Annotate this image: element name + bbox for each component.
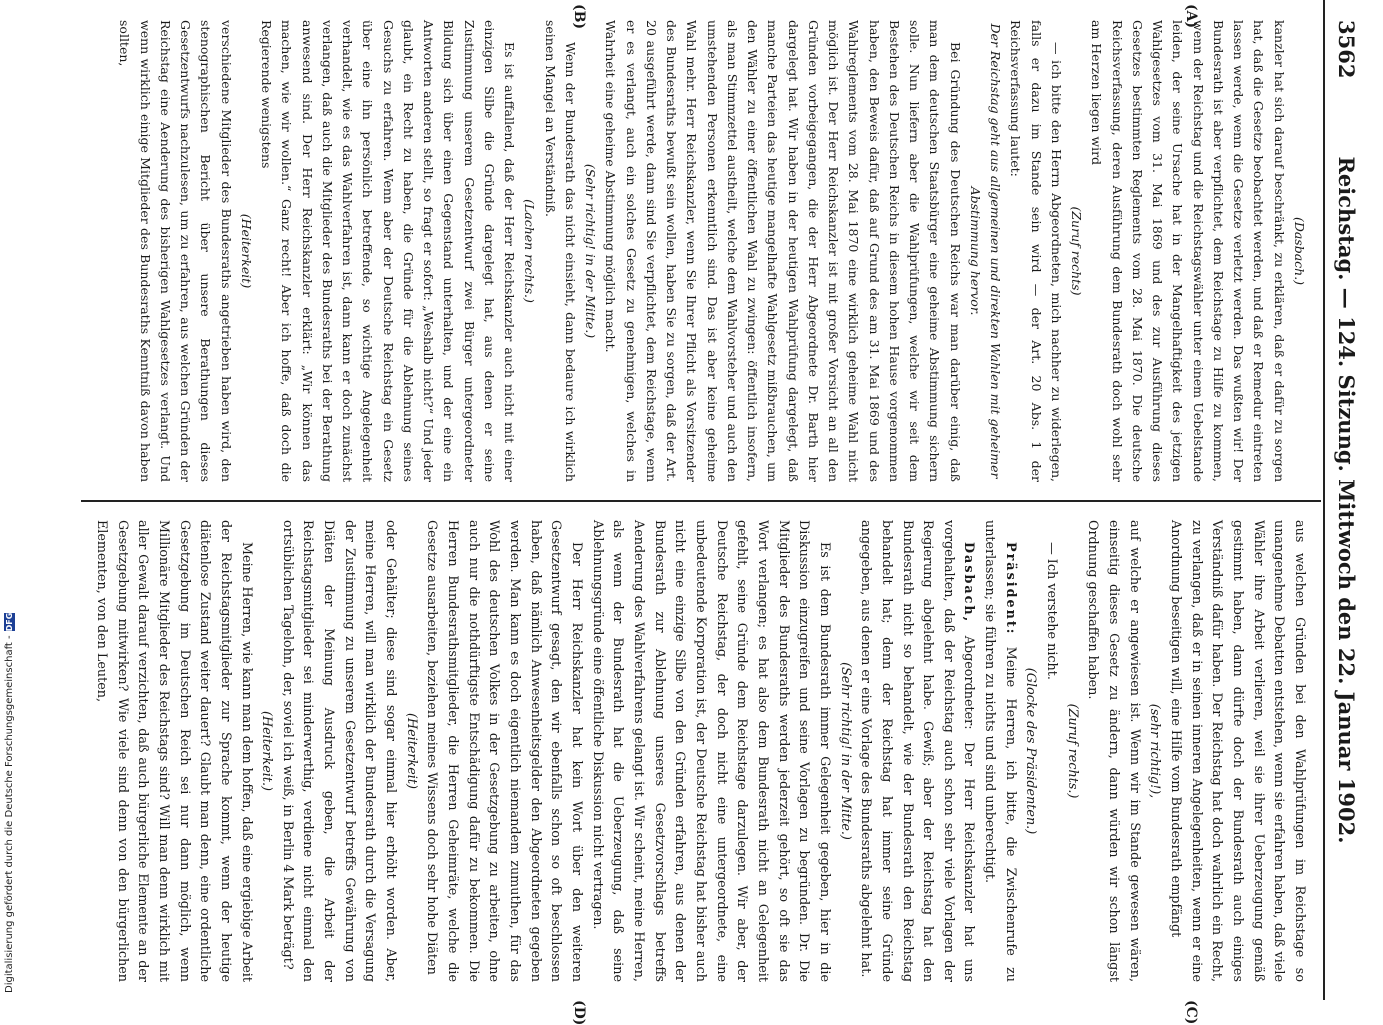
right-column xyxy=(90,520,1309,1025)
paragraph: Meine Herren, wie kann man dem hoffen, daß eine ergiebige Arbeit der Reichstagsmitglieder zur Sprache kommt, wenn der heutige diätenlose Zustand weiter dauert? Glaubt man denn, eine ordentliche Gesetzgebung im Deutschen Reich sei nur dann möglich, wenn Millionäre Mitglieder des Reichstags sind? Will man denn wirklich mit aller Gewalt darauf verzichten, daß auch bürgerliche Elemente an der Gesetzgebung mitwirken? Wie viele sind denn von den bürgerlichen Elementen, von den Leuten, xyxy=(93,520,254,982)
page-title: Reichstag. — 124. Sitzung. Mittwoch den 22. Januar 1902. xyxy=(1334,156,1359,844)
paragraph: auf welche er angewiesen ist. Wenn wir im Stande gewesen wären, einseitig dieses Gesetz zu ändern, dann würden wir schon längst Ordnung geschaffen haben. xyxy=(1085,520,1142,982)
paragraph: Bei Gründung des Deutschen Reichs war man darüber einig, daß man dem deutschen Staatsbürger eine geheime Abstimmung sichern solle. Nun liefern aber die Wahlprüfungen, welche wir seit dem Bestehen des Deutschen Reichs in diesem hohen Hause vorgenommen haben, den Beweis dafür, daß auf Grund des am 31. Mai 1869 und des Wahlreglements vom 28. Mai 1870 eine wirklich geheime Wahl nicht möglich ist. Der Herr Reichskanzler ist mit großer Vorsicht an all den Gründen vorbeigegangen, die der Herr Abgeordnete Dr. Barth hier dargelegt hat. Wir haben in der heutigen Wahlprüfung dargelegt, daß manche Parteien das heutige mangelhafte Wahlgesetz mißbrauchen, um den Wähler zu einer öffentlichen Wahl zu zwingen: öffentlich insofern, als man Stimmzettel austheilt, welche dem Wahlvorsteher und auch den umstehenden Personen erkenntlich sind. Das ist aber keine geheime Wahl mehr. Herr Reichskanzler, wenn Sie Ihrer Pflicht als Vorsitzender des Bundesraths bewußt sein wollen, haben Sie zu sorgen, daß der Art. 20 ausgeführt werde, dann sind Sie verpflichtet, dem Reichstage, wenn er es verlangt, auch ein solches Gesetz zu genehmigen, welches in Wahrheit eine geheime Abstimmung möglich macht. xyxy=(603,20,963,482)
margin-marker-b: (B) xyxy=(571,4,587,30)
paragraph: Es ist auffallend, daß der Herr Reichskanzler auch nicht mit einer einzigen Silbe die Gründe dargelegt hat, aus denen er seine Zustimmung unserem Gesetzentwurf zwei Bürger untergeordneter Bildung sich über einen Gegenstand unterhalten, und der eine ein Antworten anderen stellt, so fragt er sofort: „Weshalb nicht?“ Und jeder glaubt, ein Recht zu haben, die Gründe für die Ablehnung seines Gesuchs zu erfahren. Wenn aber der Deutsche Reichstag ein Gesetz über eine ihn persönlich betreffende, so wichtige Angelegenheit verhandelt, wie es das Wahlverfahren ist, dann kann er doch zunächst verlangen, daß auch die Mitglieder des Bundesraths bei der Berathung anwesend sind. Der Herr Reichskanzler erklärt: „Wir können das machen, wie wir wollen.“ Ganz recht! Aber ich hoffe, daß doch die Regierende wenigstens xyxy=(259,20,518,482)
interjection: (sehr richtig!), xyxy=(1147,703,1163,799)
quotation: Der Reichstag geht aus allgemeinen und direkten Wahlen mit geheimer Abstimmung hervor. xyxy=(968,23,1004,479)
interjection: (Lachen rechts.) xyxy=(522,199,538,303)
column-divider xyxy=(81,500,1321,502)
dfg-logo: DFG xyxy=(4,612,14,632)
margin-marker-a: (A) xyxy=(1183,4,1199,29)
paragraph: — Ich verstehe nicht. xyxy=(1044,542,1060,680)
interjection: (Heiterkeit) xyxy=(403,713,419,789)
page-header xyxy=(1323,0,1383,1000)
paragraph: verschiedene Mitglieder des Bundesraths angetrieben haben wird, den stenographischen Bericht über unsere Berathungen dieses Gesetzentwurfs nachzulesen, um zu erfahren, aus welchen Gründen der Reichstag eine Aenderung des bisherigen Wahlgesetzes verlangt. Und wenn wirklich einige Mitglieder des Bundesraths Kenntniß davon haben sollten, xyxy=(117,20,234,482)
credit-text: Digitalisierung gefördert durch die Deutsche Forschungsgemeinschaft - xyxy=(3,635,15,993)
speaker-name: Präsident: xyxy=(1002,542,1018,636)
interjection: (Sehr richtig! in der Mitte.) xyxy=(837,662,853,840)
speech-text: Meine Herren, ich bitte, die Zwischenrufe zu unterlassen; sie führen zu nichts und sind unberechtigt. xyxy=(982,520,1018,983)
interjection: (Zuruf rechts) xyxy=(1069,206,1085,296)
interjection: (Heiterkeit) xyxy=(239,213,254,289)
paragraph: kanzler hat sich darauf beschränkt, zu erklären, daß er dafür zu sorgen hat, daß die Gesetze beobachtet werden, und daß er Remedur eintreten lassen werde, wenn die Gesetze verletzt werden. Das wußten wir! Der Bundesrath ist aber verpflichtet, dem Reichstage zu Hilfe zu kommen, wenn der Reichstag und die Reichstagswähler unter einem Uebelstande leiden, der seine Ursache hat in der Mangelhaftigkeit des jetzigen Wahlgesetzes vom 31. Mai 1869 und des zur Ausführung dieses Gesetzes bestimmten Reglements vom 28. Mai 1870. Die deutsche Reichsverfassung, deren Ausführung dem Bundesrath doch wohl sehr am Herzen liegen wird xyxy=(1089,20,1287,482)
paragraph xyxy=(979,520,1020,982)
paragraph: Der Herr Reichskanzler hat kein Wort über den weiteren Gesetzentwurf gesagt, den wir ebenfalls schon so oft beschlossen haben, daß nämlich Anwesenheitsgelder den Abgeordneten gegeben werden. Man kann es doch eigentlich niemandem zumuthen, für das Wohl des deutschen Volkes in der Gesetzgebung zu arbeiten, ohne auch nur die nothdürftigste Entschädigung dafür zu bekommen. Die Herren Bundesrathsmitglieder, die Herren Geheimräte, welche die Gesetze ausarbeiten, beziehen meines Wissens doch sehr hohe Diäten xyxy=(424,520,585,982)
page-number: 3562 xyxy=(1334,20,1359,79)
paragraph: Es ist dem Bundesrath immer Gelegenheit gegeben, hier in die Diskussion einzugreifen und seine Vorlagen zu begründen. Dr. Die Mitglieder des Bundesraths werden jederzeit gehört, so oft sie das Wort verlangen; es hat also dem Bundesrath nicht an Gelegenheit gefehlt, seine Gründe dem Reichstage darzulegen. Wir aber, der Deutsche Reichstag, der doch nicht eine untergeordnete, eine unbedeutende Korporation ist, der Deutsche Reichstag hat bisher auch nicht eine einzige Silbe von den Gründen erfahren, aus denen der Bundesrath zur Ablehnung unseres Gesetzvorschlags betreffs Aenderung des Wahlverfahrens gelangt ist. Wir scheint, meine Herren, als wenn der Bundesrath hat die Ueberzeugung, daß seine Ablehnungsgründe eine öffentliche Diskussion nicht vertragen. xyxy=(589,520,832,982)
left-column xyxy=(114,4,1309,482)
paragraph: — ich bitte den Herrn Abgeordneten, mich nachher zu widerlegen, falls er dazu im Stande sein wird — der Art. 20 Abs. 1 der Reichsverfassung lautet: xyxy=(1008,20,1064,482)
paragraph: oder Gehälter; diese sind sogar einmal hier erhöht worden. Aber, meine Herren, will man wirklich der Bundesrath durch die Versagung der Zustimmung zu unserem Gesetzentwurf betreffs Gewährung von Diäten der Meinung Ausdruck geben, die Arbeit der Reichstagsmitglieder sei minderwerthig, verdiene nicht einmal den ortsüblichen Tagelohn, der, soviel ich weiß, in Berlin 4 Mark beträgt? xyxy=(279,520,399,982)
interjection: (Heiterkeit.) xyxy=(259,711,275,791)
digitization-credit xyxy=(2,608,16,993)
interjection: (Glocke des Präsidenten.) xyxy=(1023,667,1039,835)
margin-marker-d: (D) xyxy=(571,1000,587,1025)
interjection: (Zuruf rechts.) xyxy=(1064,703,1080,799)
speech-text: Abgeordneter: Der Herr Reichskanzler hat uns vorgehalten, daß der Reichstag auch schon sehr viele Vorlagen der Regierung abgelehnt habe. Gewiß; aber der Reichstag hat den Bundesrath nicht so behandelt, wie der Bundesrath den Reichstag behandelt hat; denn der Reichstag hat immer seine Gründe angegeben, aus denen er eine Vorlage des Bundesraths abgelehnt hat. xyxy=(858,520,977,982)
paragraph: aus welchen Gründen bei den Wahlprüfungen im Reichstage so unangenehme Debatten entstehen, wenn sie erfahren haben, daß viele Wähler ihre Arbeit verlieren, weil sie ihrer Ueberzeugung gemäß gestimmt haben, dann dürfte doch der Bundesrath auch einiges Verständniß dafür haben. Der Reichstag hat doch wahrlich ein Recht, zu verlangen, daß er in seinen inneren Angelegenheiten, wenn er eine Anordnung beseitigen will, eine Hilfe vom Bundesrath empfängt xyxy=(1168,520,1307,982)
paragraph: Wenn der Bundesrath das nicht einsieht, dann bedaure ich wirklich seinen Mangel an Verständniß. xyxy=(542,20,578,482)
interjection: (Sehr richtig! in der Mitte.) xyxy=(583,163,599,339)
paragraph xyxy=(855,520,979,982)
margin-marker-c: (C) xyxy=(1183,1000,1199,1025)
speaker-name: Dasbach, xyxy=(961,542,977,624)
speaker-label: (Dasbach.) xyxy=(1292,216,1307,286)
